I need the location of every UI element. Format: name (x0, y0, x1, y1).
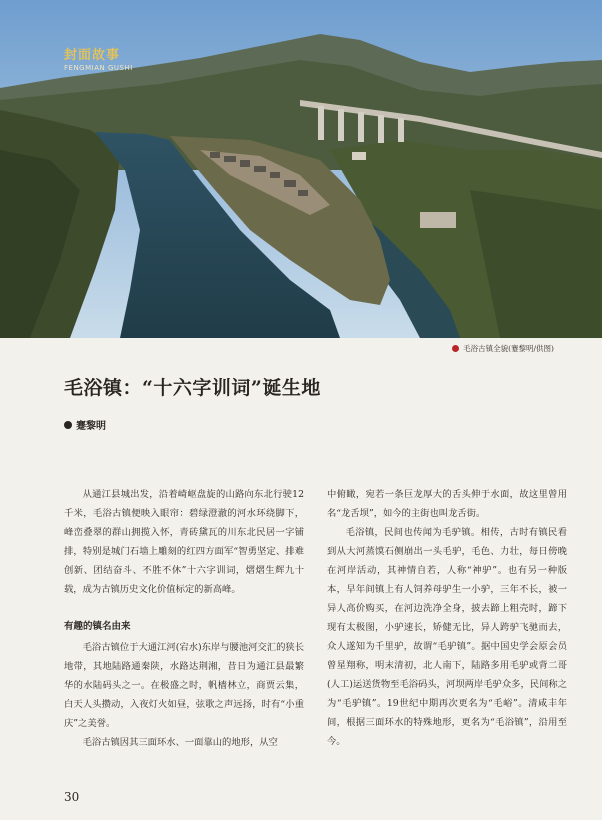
article-title: 毛浴镇：“十六字训词”诞生地 (64, 377, 321, 399)
paragraph-continued: 中俯瞰，宛若一条巨龙厚大的舌头伸于水面，故这里曾用名“龙舌坝”，如今的主街也叫龙舌街。 (327, 489, 567, 519)
right-column (327, 485, 567, 751)
left-column (64, 485, 304, 752)
author-name: 蹇黎明 (76, 421, 106, 432)
photo-caption (452, 343, 554, 354)
subheading: 有趣的镇名由来 (64, 621, 131, 632)
author-line (64, 417, 106, 432)
bullet-icon (64, 421, 72, 429)
page-number: 30 (64, 790, 80, 804)
paragraph: 毛浴古镇因其三面环水、一面靠山的地形，从空 (82, 737, 278, 748)
paragraph: 毛浴镇，民间也传闻为毛驴镇。相传，古时有镇民看到从大河蒸馍石侧崩出一头毛驴，毛色、力壮，每日傍晚在河岸活动，其神情自若，人称“神驴”。也有另一种版本，早年间镇上有人饲养母驴生一小驴，三年不长，被一异人高价购买，在河边洗净全身，披去蹄上粗壳时，蹄下现有太极图，小驴速长，矫健无比，异人跨驴飞驰而去，众人遂知为千里驴，故谓“毛驴镇”。据中国史学会原会员曾星翔称，明末清初，北人南下，陆路多用毛驴或背二哥(人工)运送货物至毛浴码头，河坝两岸毛驴众多，民间称之为“毛驴镇”。19世纪中期再次更名为“毛峪”。清咸丰年间，根据三面环水的特殊地形，更名为“毛浴镇”，沿用至今。 (327, 527, 567, 747)
bullet-icon (452, 345, 459, 352)
photo-caption-text: 毛浴古镇全貌(蹇黎明/供图) (463, 344, 554, 353)
paragraph: 毛浴古镇位于大通江河(宕水)东岸与腰池河交汇的狭长地带，其地陆路通秦陕，水路达荆湘，昔日为通江县最繁华的水陆码头之一。在极盛之时，帆樯林立，商贾云集，白天人头攒动，入夜灯火如昼，弦歌之声远扬，时有“小重庆”之美誉。 (64, 642, 304, 729)
intro-paragraph: 从通江县城出发，沿着崎岖盘旋的山路向东北行驶12千米，毛浴古镇便映入眼帘：碧绿澄澈的河水环绕脚下，峰峦叠翠的群山拥揽入怀，青砖黛瓦的川东北民居一字铺排，特别是城门石墙上雕刻的红四方面军“智勇坚定、排难创新、团结奋斗、不胜不休”十六字训词，熠熠生辉九十载，成为古镇历史文化价值标定的新高峰。 (64, 489, 304, 595)
section-tag (64, 44, 133, 72)
section-title-en: FENGMIAN GUSHI (64, 64, 133, 72)
section-title: 封面故事 (64, 48, 121, 63)
